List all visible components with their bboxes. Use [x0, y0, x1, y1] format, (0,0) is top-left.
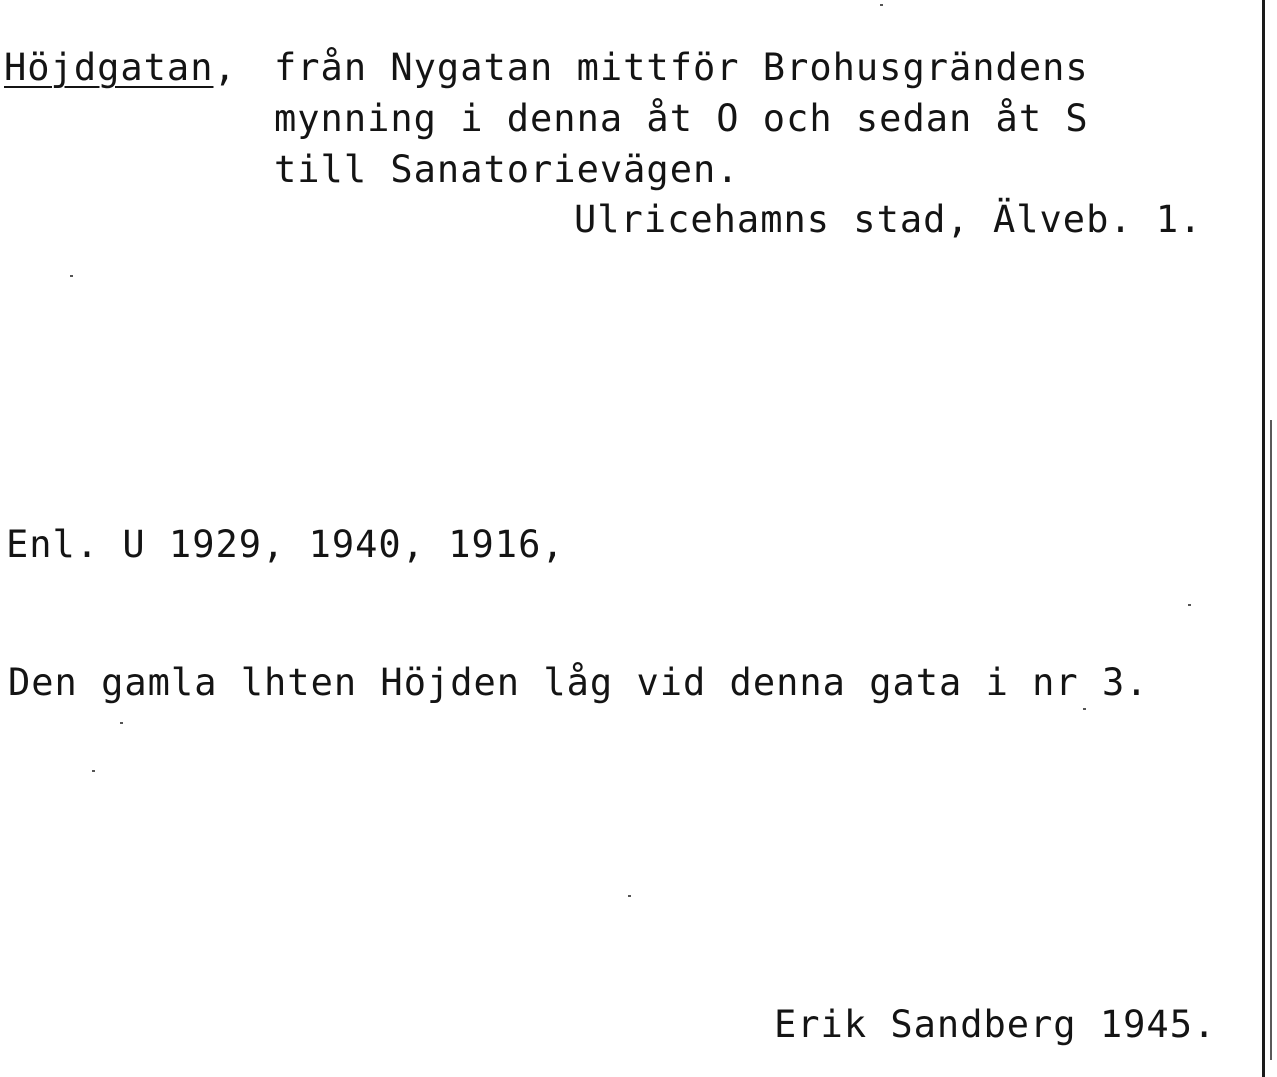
paper-speck	[120, 722, 123, 724]
signature-line: Erik Sandberg 1945.	[774, 1003, 1217, 1046]
headword-suffix: ,	[213, 46, 237, 89]
paper-speck	[1188, 604, 1191, 606]
description-line-2: mynning i denna åt O och sedan åt S	[274, 97, 1089, 140]
card-edge-line	[1262, 0, 1265, 1077]
card-edge-shadow	[1270, 420, 1272, 1060]
paper-speck	[1083, 708, 1086, 710]
sources-line: Enl. U 1929, 1940, 1916,	[6, 523, 565, 566]
paper-speck	[70, 275, 73, 277]
description-line-1: från Nygatan mittför Brohusgrändens	[274, 46, 1089, 89]
headword: Höjdgatan	[4, 46, 214, 89]
description-line-3: till Sanatorievägen.	[274, 148, 740, 191]
note-line: Den gamla lhten Höjden låg vid denna gata i nr 3.	[8, 661, 1149, 704]
paper-speck	[880, 4, 883, 6]
location-line: Ulricehamns stad, Älveb. 1.	[574, 198, 1203, 241]
paper-speck	[92, 770, 95, 772]
headword-line	[4, 46, 237, 90]
paper-speck	[628, 895, 631, 897]
